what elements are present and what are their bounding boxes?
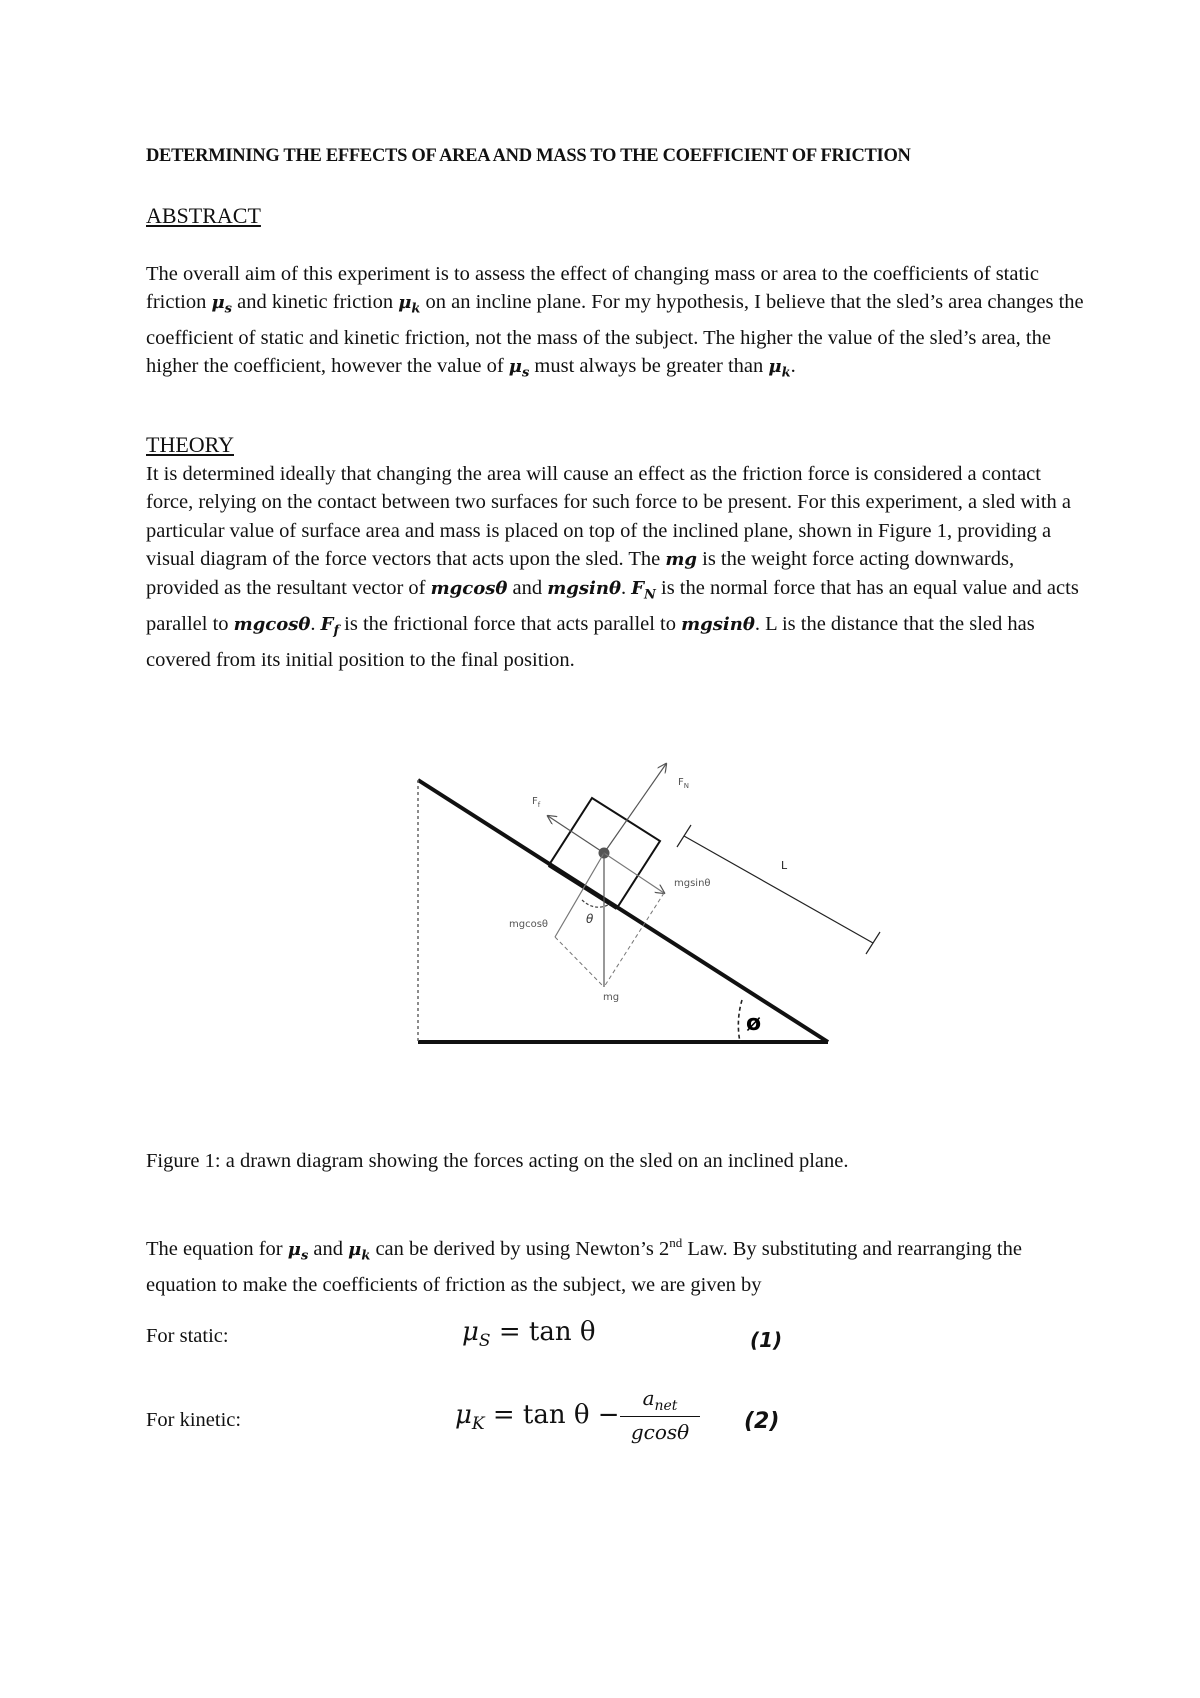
theory-text-1: It is determined ideally that changing the area will cause an effect as the friction force is considered a contact force, relying on the contact between two surfaces for such force to be present. For this experiment, a sled with a particular value of surface area and mass is placed on top of the inclined plane, shown in Figure 1, providing a visual diagram of the force vectors that acts upon the sled. The: [146, 463, 1072, 570]
fn-label: $F_N$: [678, 777, 690, 790]
fn-symbol: $F_N$: [631, 578, 656, 603]
theory-text-8: . L is the distance that the sled has covered from its initial position to the final position.: [146, 613, 1035, 671]
theory-text-6: .: [310, 613, 321, 636]
mu-s-symbol: $\mu_s$: [287, 1238, 309, 1264]
mgcos-label: mgcosθ: [509, 919, 549, 930]
mgcos-dash-line: [555, 937, 604, 987]
mu-s-symbol: $\mu_s$: [508, 356, 530, 382]
mgcos-symbol: mgcosθ: [430, 578, 508, 600]
theory-heading: THEORY: [146, 432, 234, 457]
kinetic-equation-label: For kinetic:: [146, 1409, 242, 1431]
kinetic-fraction: [620, 1386, 700, 1444]
derivation-text-3: can be derived by using Newton’s 2: [370, 1237, 670, 1260]
fraction-numerator: $a_{net}$: [642, 1386, 678, 1414]
equation-number-1: (1): [750, 1328, 783, 1352]
derivation-paragraph: [146, 1229, 1086, 1299]
mgcos-symbol: mgcosθ: [233, 614, 311, 636]
mg-label: mg: [603, 992, 620, 1003]
abstract-text-1: The overall aim of this experiment is to assess the effect of changing mass or area to the coefficients of static friction: [146, 263, 1039, 314]
kinetic-equation: $\mu_K = \tan \theta$ −: [455, 1400, 620, 1435]
theory-text-2: is the weight force acting downwards, provided as the resultant vector of: [146, 547, 1015, 600]
mu-k-symbol: $\mu_k$: [398, 292, 421, 317]
derivation-text-2: and: [308, 1237, 349, 1260]
static-equation: $\mu_S = \tan \theta$: [462, 1317, 596, 1352]
theory-text-5: is the normal force that has an equal value and acts parallel to: [146, 577, 1079, 636]
equation-number-2: (2): [744, 1409, 780, 1434]
theory-text-3: and: [507, 577, 548, 600]
mgsin-symbol: mgsinθ: [547, 578, 621, 600]
phi-angle-arc: [738, 1000, 742, 1042]
abstract-heading: ABSTRACT: [146, 203, 261, 228]
figure-caption: Figure 1: a drawn diagram showing the forces acting on the sled on an inclined plane.: [146, 1150, 849, 1172]
ff-symbol: $F_f$: [320, 614, 340, 639]
mgsin-symbol: mgsinθ: [681, 614, 755, 636]
distance-L-label: L: [781, 859, 788, 872]
mg-symbol: mg: [665, 548, 697, 570]
theory-text-4: .: [620, 577, 632, 600]
mgsin-label: mgsinθ: [674, 878, 711, 889]
mu-k-symbol: $\mu_k$: [768, 356, 791, 382]
theta-label: θ: [586, 912, 594, 926]
mu-k-symbol: $\mu_k$: [348, 1238, 371, 1264]
phi-label: ø: [746, 1011, 762, 1036]
static-equation-label: For static:: [146, 1325, 229, 1347]
derivation-text-1: The equation for: [146, 1237, 288, 1260]
abstract-text-3: on an incline plane. For my hypothesis, I believe that the sled’s area changes the coefficient of static and kinetic friction, not the mass of the subject. The higher the value of the sled’s area, the higher the coefficient, however the value of: [146, 291, 1084, 378]
incline-plane: [418, 780, 828, 1042]
fraction-denominator: gcosθ: [630, 1420, 690, 1444]
abstract-text-4: must always be greater than: [529, 355, 769, 378]
derivation-text-4: Law. By substituting and rearranging the equation to make the coefficients of friction as the subject, we are given by: [146, 1237, 1022, 1296]
mgsin-arrow: [604, 853, 664, 893]
theory-text-7: is the frictional force that acts parallel to: [339, 613, 682, 636]
ordinal-superscript: nd: [669, 1235, 683, 1250]
ff-label: $F_f$: [532, 796, 541, 809]
abstract-text-2: and kinetic friction: [231, 291, 399, 314]
abstract-text-5: .: [790, 355, 796, 378]
distance-marker: [677, 825, 880, 954]
mu-s-symbol: $\mu_s$: [211, 292, 232, 317]
document-title: DETERMINING THE EFFECTS OF AREA AND MASS TO THE COEFFICIENT OF FRICTION: [146, 146, 911, 166]
